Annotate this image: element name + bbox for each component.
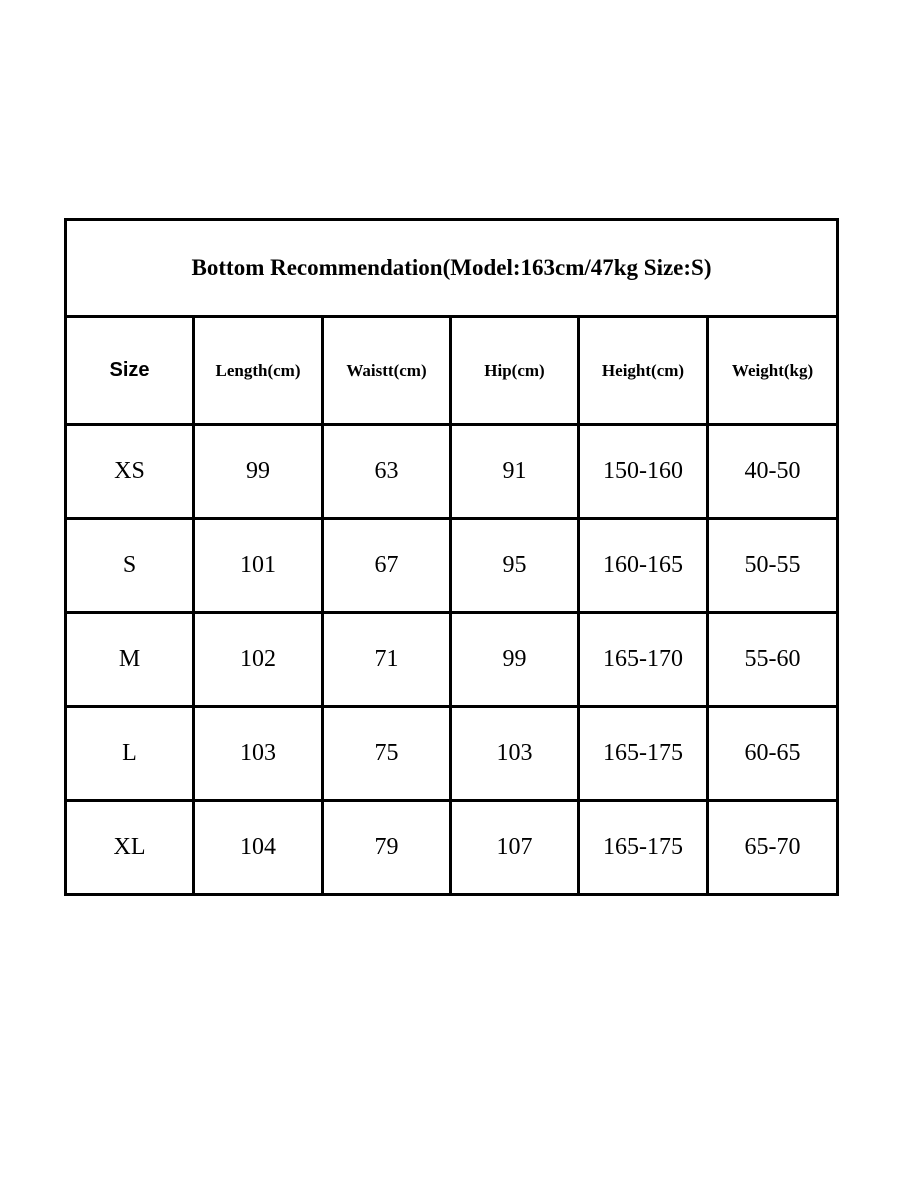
cell-hip: 99	[451, 613, 579, 707]
cell-size: L	[66, 707, 194, 801]
cell-length: 103	[194, 707, 323, 801]
cell-hip: 103	[451, 707, 579, 801]
cell-size: XL	[66, 801, 194, 895]
title-row	[66, 220, 838, 317]
header-length: Length(cm)	[194, 317, 323, 425]
cell-length: 99	[194, 425, 323, 519]
cell-weight: 65-70	[708, 801, 838, 895]
cell-length: 104	[194, 801, 323, 895]
cell-length: 102	[194, 613, 323, 707]
header-weight: Weight(kg)	[708, 317, 838, 425]
cell-height: 165-170	[579, 613, 708, 707]
table-title: Bottom Recommendation(Model:163cm/47kg Size:S)	[66, 220, 838, 317]
cell-hip: 95	[451, 519, 579, 613]
cell-waist: 63	[323, 425, 451, 519]
header-size: Size	[66, 317, 194, 425]
table-row	[66, 801, 838, 895]
cell-hip: 107	[451, 801, 579, 895]
table-row	[66, 707, 838, 801]
cell-length: 101	[194, 519, 323, 613]
header-row	[66, 317, 838, 425]
table-row	[66, 613, 838, 707]
header-height: Height(cm)	[579, 317, 708, 425]
cell-waist: 71	[323, 613, 451, 707]
cell-height: 150-160	[579, 425, 708, 519]
cell-weight: 60-65	[708, 707, 838, 801]
cell-weight: 50-55	[708, 519, 838, 613]
cell-waist: 79	[323, 801, 451, 895]
cell-height: 165-175	[579, 707, 708, 801]
header-waist: Waistt(cm)	[323, 317, 451, 425]
header-hip: Hip(cm)	[451, 317, 579, 425]
cell-waist: 75	[323, 707, 451, 801]
cell-size: S	[66, 519, 194, 613]
cell-size: XS	[66, 425, 194, 519]
table-row	[66, 519, 838, 613]
size-chart-table	[64, 218, 839, 896]
table-row	[66, 425, 838, 519]
cell-hip: 91	[451, 425, 579, 519]
cell-height: 165-175	[579, 801, 708, 895]
cell-weight: 40-50	[708, 425, 838, 519]
cell-weight: 55-60	[708, 613, 838, 707]
cell-waist: 67	[323, 519, 451, 613]
cell-height: 160-165	[579, 519, 708, 613]
cell-size: M	[66, 613, 194, 707]
